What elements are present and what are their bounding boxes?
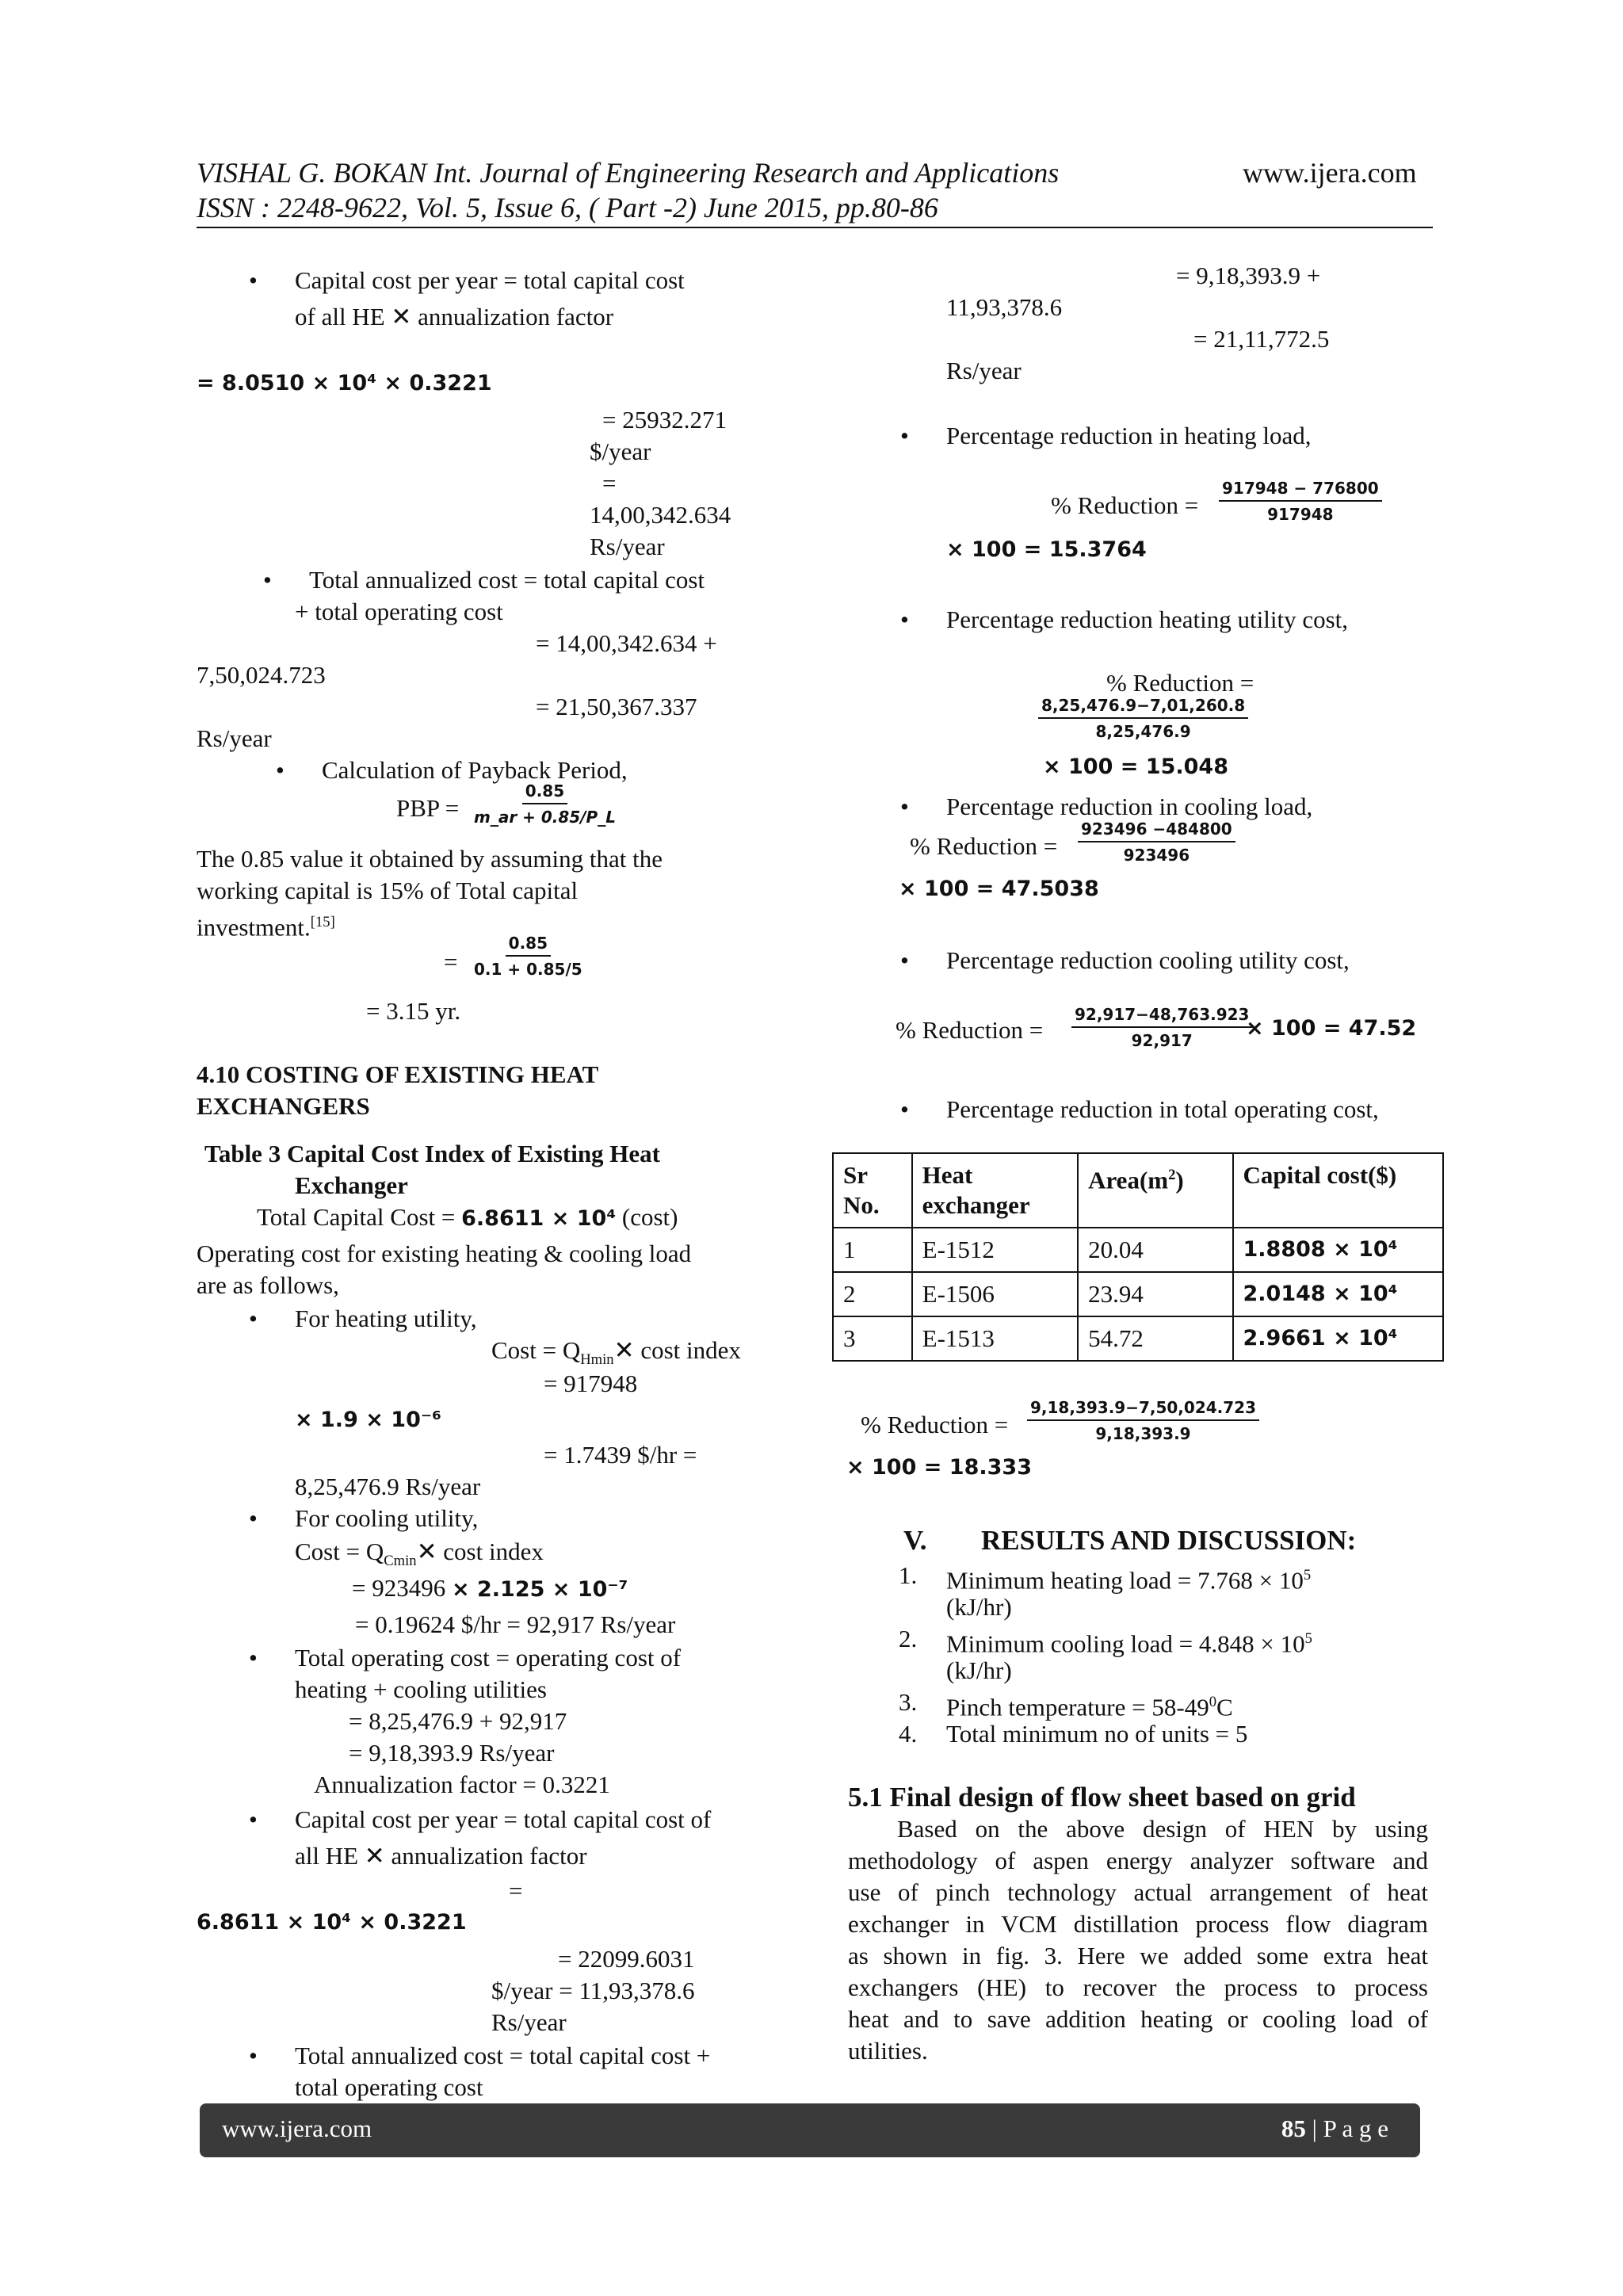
- page-footer: [200, 2103, 1420, 2157]
- table-cell: E-1513: [912, 1316, 1078, 1361]
- fraction-denominator: 917948: [1267, 505, 1334, 524]
- fraction-numerator: 92,917−48,763.923: [1071, 1005, 1252, 1028]
- reduction-fraction: [1038, 696, 1248, 741]
- left-line: $/year: [590, 437, 651, 465]
- math-expression: × 100 = 15.048: [1043, 755, 1228, 779]
- journal-site: www.ijera.com: [1243, 157, 1417, 189]
- left-line: are as follows,: [197, 1271, 339, 1299]
- pbp-label: PBP =: [396, 794, 460, 822]
- reduction-fraction: [1078, 819, 1235, 865]
- result-text: Minimum heating load = 7.768 × 10: [946, 1566, 1304, 1595]
- table-cell: 3: [833, 1316, 912, 1361]
- table-cell: E-1512: [912, 1228, 1078, 1272]
- left-line: + total operating cost: [295, 598, 503, 625]
- table-cell: 2.9661 × 10⁴: [1233, 1316, 1444, 1361]
- left-line: • For cooling utility,: [295, 1503, 478, 1534]
- footer-page: [1281, 2115, 1388, 2143]
- equals-sign: =: [444, 948, 458, 976]
- math-expression: × 1.9 × 10⁻⁶: [295, 1408, 441, 1432]
- section-title: EXCHANGERS: [197, 1092, 370, 1120]
- math-expression: × 100 = 15.3764: [946, 537, 1147, 562]
- right-line: • Percentage reduction in cooling load,: [946, 791, 1312, 823]
- paragraph-line: methodology of aspen energy analyzer software and: [848, 1847, 1428, 1874]
- table-header: Heat exchanger: [912, 1153, 1078, 1228]
- left-line: = 9,18,393.9 Rs/year: [349, 1739, 555, 1767]
- result-number: 2.: [899, 1625, 918, 1652]
- table-caption: Exchanger: [295, 1171, 408, 1199]
- fraction-numerator: 923496 −484800: [1078, 819, 1235, 842]
- table-cell: 1: [833, 1228, 912, 1272]
- left-line: [352, 1572, 628, 1606]
- reduction-label: % Reduction =: [1051, 491, 1199, 519]
- reduction-fraction: [1071, 1005, 1252, 1050]
- reduction-label: % Reduction =: [910, 832, 1058, 860]
- table-header: $Area(m^2)$: [1078, 1153, 1232, 1228]
- left-line: of all HE ✕ annualization factor: [295, 303, 614, 330]
- fraction-denominator: 8,25,476.9: [1095, 722, 1191, 741]
- tcc-value: 6.8611 × 10⁴: [461, 1206, 617, 1231]
- payback-numerator: 0.85: [506, 934, 551, 957]
- result-number: 3.: [899, 1688, 918, 1716]
- section-number: V.: [903, 1525, 927, 1556]
- paragraph-line: Based on the above design of HEN by using: [897, 1815, 1428, 1843]
- header-rule: [197, 227, 1433, 228]
- reduction-label: % Reduction =: [896, 1016, 1044, 1044]
- math-expression: 6.8611 × 10⁴ × 0.3221: [197, 1910, 467, 1935]
- left-line: • Calculation of Payback Period,: [322, 755, 628, 786]
- page-number: 85: [1281, 2115, 1306, 2142]
- total-capital-cost: [257, 1201, 678, 1235]
- fraction-denominator: 923496: [1123, 846, 1190, 865]
- left-line: 14,00,342.634: [590, 501, 731, 529]
- left-line: 7,50,024.723: [197, 661, 326, 689]
- left-line: • Capital cost per year = total capital cost of: [295, 1804, 711, 1836]
- math-expression: × 100 = 18.333: [846, 1455, 1032, 1480]
- left-line-text: investment.: [197, 913, 311, 942]
- journal-issn: ISSN : 2248-9622, Vol. 5, Issue 6, ( Part -2) June 2015, pp.80-86: [197, 192, 938, 223]
- section-title: 4.10 COSTING OF EXISTING HEAT: [197, 1060, 599, 1088]
- tcc-unit: (cost): [621, 1203, 678, 1231]
- tcc-label: Total Capital Cost =: [257, 1203, 456, 1231]
- left-line: Rs/year: [197, 724, 272, 752]
- right-line: • Percentage reduction in total operating cost,: [946, 1094, 1379, 1125]
- left-line: total operating cost: [295, 2073, 483, 2101]
- cost-index: ✕ cost index: [613, 1336, 741, 1364]
- left-line: The 0.85 value it obtained by assuming that the: [197, 845, 663, 873]
- left-line: = 25932.271: [602, 406, 727, 434]
- result-exponent: 0: [1209, 1694, 1216, 1710]
- table-header: Sr No.: [833, 1153, 912, 1228]
- pbp-fraction: [474, 781, 616, 827]
- table-cell: 2.0148 × 10⁴: [1233, 1272, 1444, 1316]
- left-line: [295, 1536, 544, 1577]
- left-line: = 8,25,476.9 + 92,917: [349, 1707, 567, 1735]
- right-line: • Percentage reduction heating utility cost,: [946, 604, 1348, 636]
- q-subscript: Cmin: [384, 1553, 417, 1570]
- payback-result: = 3.15 yr.: [366, 997, 461, 1025]
- math-expression: × 100 = 47.52: [1246, 1016, 1417, 1041]
- fraction-denominator: 92,917: [1131, 1031, 1193, 1050]
- result-text: Pinch temperature = 58-49: [946, 1693, 1209, 1721]
- left-line: heating + cooling utilities: [295, 1675, 547, 1703]
- left-line: all HE ✕ annualization factor: [295, 1842, 587, 1870]
- paragraph-line: exchanger in VCM distillation process flow diagram: [848, 1910, 1428, 1938]
- citation-ref: [15]: [310, 914, 335, 930]
- table-cell: 1.8808 × 10⁴: [1233, 1228, 1444, 1272]
- paragraph-line: utilities.: [848, 2037, 928, 2065]
- left-line: Annualization factor = 0.3221: [314, 1771, 610, 1798]
- reduction-fraction: [1219, 479, 1382, 524]
- left-line: 8,25,476.9 Rs/year: [295, 1473, 481, 1500]
- capital-cost-table: [832, 1152, 1444, 1362]
- reduction-label: % Reduction =: [1106, 669, 1254, 697]
- table-header: Capital cost($): [1233, 1153, 1444, 1228]
- footer-site: www.ijera.com: [222, 2115, 372, 2142]
- pbp-denominator: m_ar + 0.85/P_L: [474, 808, 616, 827]
- result-exponent: 5: [1303, 1567, 1312, 1584]
- result-number: 4.: [899, 1720, 918, 1748]
- result-tail: C: [1216, 1693, 1233, 1721]
- paragraph-line: use of pinch technology actual arrangement of heat: [848, 1878, 1428, 1906]
- left-line: working capital is 15% of Total capital: [197, 877, 579, 904]
- pbp-numerator: 0.85: [522, 781, 567, 804]
- table-header-row: [833, 1153, 1443, 1228]
- left-line: Operating cost for existing heating & cooling load: [197, 1240, 692, 1267]
- left-line: Rs/year: [491, 2008, 567, 2036]
- reduction-label: % Reduction =: [861, 1411, 1009, 1438]
- left-line: [197, 907, 335, 943]
- cooling-index: × 2.125 × 10⁻⁷: [451, 1577, 628, 1602]
- result-unit: (kJ/hr): [946, 1593, 1012, 1621]
- result-text: Minimum cooling load = 4.848 × 10: [946, 1629, 1305, 1658]
- right-line: = 9,18,393.9 +: [1176, 262, 1321, 289]
- table-row: [833, 1272, 1443, 1316]
- section-title: RESULTS AND DISCUSSION:: [981, 1525, 1357, 1556]
- table-caption: Table 3 Capital Cost Index of Existing Heat: [204, 1140, 660, 1167]
- result-unit: (kJ/hr): [946, 1656, 1012, 1684]
- left-line: Rs/year: [590, 533, 665, 560]
- table-cell: 20.04: [1078, 1228, 1232, 1272]
- right-line: • Percentage reduction in heating load,: [946, 420, 1312, 452]
- fraction-denominator: 9,18,393.9: [1095, 1424, 1191, 1443]
- result-exponent: 5: [1304, 1630, 1312, 1647]
- right-line: Rs/year: [946, 357, 1022, 384]
- left-line: =: [509, 1877, 523, 1904]
- table-row: [833, 1316, 1443, 1361]
- payback-fraction: [474, 934, 582, 979]
- left-line: • Total operating cost = operating cost of: [295, 1642, 681, 1674]
- payback-denominator: 0.1 + 0.85/5: [474, 960, 582, 979]
- left-line: = 1.7439 $/hr =: [544, 1441, 697, 1469]
- right-line: • Percentage reduction cooling utility cost,: [946, 945, 1350, 976]
- cost-index: ✕ cost index: [416, 1538, 544, 1565]
- paragraph-line: as shown in fig. 3. Here we added some extra heat: [848, 1942, 1428, 1969]
- cost-q: Cost = Q: [491, 1336, 581, 1364]
- table-cell: 54.72: [1078, 1316, 1232, 1361]
- reduction-fraction: [1027, 1398, 1259, 1443]
- journal-title: VISHAL G. BOKAN Int. Journal of Engineering Research and Applications: [197, 157, 1060, 189]
- paragraph: [848, 1813, 1428, 2067]
- left-line: • For heating utility,: [295, 1303, 477, 1335]
- result-number: 1.: [899, 1561, 918, 1589]
- left-line: = 14,00,342.634 +: [536, 629, 717, 657]
- paragraph-line: exchangers (HE) to recover the process to process: [848, 1973, 1428, 2001]
- left-line: =: [602, 469, 617, 497]
- left-line: • Total annualized cost = total capital cost +: [295, 2040, 710, 2072]
- result-item: Total minimum no of units = 5: [946, 1720, 1248, 1748]
- left-line: = 0.19624 $/hr = 92,917 Rs/year: [355, 1610, 676, 1638]
- left-line: • Total annualized cost = total capital cost: [309, 564, 705, 596]
- fraction-numerator: 8,25,476.9−7,01,260.8: [1038, 696, 1248, 719]
- left-line: = 22099.6031: [558, 1945, 695, 1973]
- table-cell: 23.94: [1078, 1272, 1232, 1316]
- math-expression: × 100 = 47.5038: [899, 877, 1099, 901]
- table-cell: 2: [833, 1272, 912, 1316]
- left-line: = 21,50,367.337: [536, 693, 697, 720]
- subsection-title: 5.1 Final design of flow sheet based on grid: [848, 1782, 1356, 1813]
- table-cell: E-1506: [912, 1272, 1078, 1316]
- left-line: $/year = 11,93,378.6: [491, 1977, 695, 2004]
- paragraph-line: heat and to save addition heating or cooling load of: [848, 2005, 1428, 2033]
- page-label: | P a g e: [1305, 2115, 1388, 2142]
- cooling-load: = 923496: [352, 1574, 446, 1602]
- left-line: • Capital cost per year = total capital cost: [295, 265, 685, 296]
- cost-q: Cost = Q: [295, 1538, 384, 1565]
- math-expression: = 8.0510 × 10⁴ × 0.3221: [197, 371, 492, 395]
- fraction-numerator: 917948 − 776800: [1219, 479, 1382, 502]
- left-line: = 917948: [544, 1370, 638, 1397]
- table-row: [833, 1228, 1443, 1272]
- right-line: 11,93,378.6: [946, 293, 1063, 321]
- q-subscript: Hmin: [580, 1351, 614, 1369]
- right-line: = 21,11,772.5: [1193, 325, 1330, 353]
- fraction-numerator: 9,18,393.9−7,50,024.723: [1027, 1398, 1259, 1421]
